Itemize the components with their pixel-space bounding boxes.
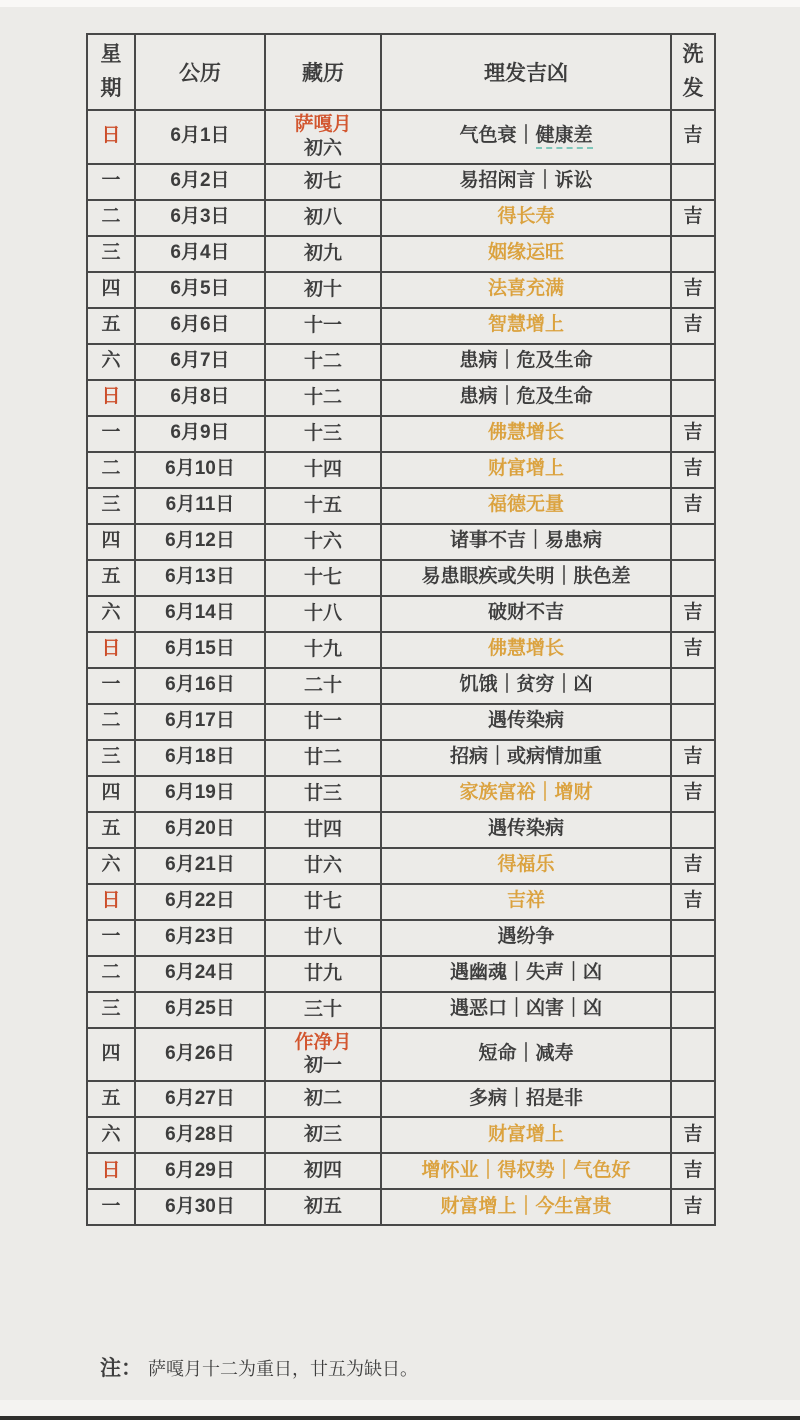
tibetan-month-label: 作净月 <box>294 1031 352 1053</box>
fortune-cell <box>381 416 671 452</box>
weekday-cell: 四 <box>87 524 135 560</box>
tibetan-day-label: 廿七 <box>303 890 342 912</box>
fortune-text: 法喜充满 <box>487 278 564 300</box>
table-row <box>87 488 715 524</box>
wash-cell <box>671 668 715 704</box>
fortune-text: 吉祥 <box>506 890 545 912</box>
tibetan-day-label: 十七 <box>303 566 342 588</box>
tibetan-date-cell <box>265 1117 381 1153</box>
fortune-cell <box>381 1189 671 1225</box>
tibetan-day-label: 十三 <box>303 422 342 444</box>
fortune-text: 佛慧增长 <box>487 422 564 444</box>
weekday-cell: 六 <box>87 344 135 380</box>
table-row <box>87 668 715 704</box>
top-edge-strip <box>0 0 800 7</box>
wash-cell: 吉 <box>671 416 715 452</box>
tibetan-date-cell <box>265 236 381 272</box>
weekday-cell: 日 <box>87 884 135 920</box>
tibetan-day-label: 廿八 <box>303 926 342 948</box>
weekday-cell: 六 <box>87 596 135 632</box>
fortune-text: 遇传染病 <box>487 818 564 840</box>
wash-cell <box>671 164 715 200</box>
tibetan-day-label: 初七 <box>303 170 342 192</box>
table-row <box>87 1028 715 1082</box>
tibetan-day-label: 十一 <box>303 314 342 336</box>
table-row <box>87 1081 715 1117</box>
gregorian-date-cell: 6月17日 <box>135 704 265 740</box>
gregorian-date-cell: 6月20日 <box>135 812 265 848</box>
fortune-text: 遇幽魂｜失声｜凶 <box>449 962 602 984</box>
wash-cell <box>671 236 715 272</box>
fortune-cell <box>381 920 671 956</box>
wash-cell <box>671 704 715 740</box>
col-header-fortune: 理发吉凶 <box>381 34 671 110</box>
tibetan-date-cell <box>265 920 381 956</box>
fortune-cell <box>381 524 671 560</box>
fortune-cell <box>381 1153 671 1189</box>
tibetan-date-cell <box>265 308 381 344</box>
weekday-cell: 五 <box>87 812 135 848</box>
weekday-cell: 三 <box>87 740 135 776</box>
weekday-cell: 五 <box>87 1081 135 1117</box>
gregorian-date-cell: 6月23日 <box>135 920 265 956</box>
wash-cell <box>671 1028 715 1082</box>
table-row <box>87 1153 715 1189</box>
wash-cell: 吉 <box>671 596 715 632</box>
weekday-cell: 六 <box>87 1117 135 1153</box>
col-header-tibetan: 藏历 <box>265 34 381 110</box>
fortune-text: 姻缘运旺 <box>487 242 564 264</box>
tibetan-day-label: 初九 <box>303 242 342 264</box>
fortune-cell <box>381 272 671 308</box>
tibetan-day-label: 初三 <box>303 1124 342 1146</box>
fortune-text: 财富增上 <box>487 1123 564 1145</box>
wash-cell <box>671 380 715 416</box>
fortune-text: 患病｜危及生命 <box>459 350 593 372</box>
tibetan-day-label: 十八 <box>303 602 342 624</box>
fortune-text: 短命｜减寿 <box>478 1042 574 1064</box>
gregorian-date-cell: 6月30日 <box>135 1189 265 1225</box>
weekday-cell: 四 <box>87 1028 135 1082</box>
weekday-cell: 四 <box>87 776 135 812</box>
fortune-cell <box>381 380 671 416</box>
fortune-text: 遇传染病 <box>487 710 564 732</box>
gregorian-date-cell: 6月11日 <box>135 488 265 524</box>
table-row <box>87 848 715 884</box>
tibetan-day-label: 廿二 <box>303 746 342 768</box>
col-header-wash-label: 洗发 <box>682 43 704 100</box>
table-row <box>87 992 715 1028</box>
wash-cell: 吉 <box>671 452 715 488</box>
table-row <box>87 200 715 236</box>
weekday-cell: 一 <box>87 416 135 452</box>
weekday-cell: 日 <box>87 110 135 164</box>
tibetan-date-cell <box>265 776 381 812</box>
table-row <box>87 812 715 848</box>
fortune-text: 增怀业｜得权势｜气色好 <box>421 1159 631 1181</box>
fortune-underlined-text: 健康差 <box>536 125 593 149</box>
wash-cell <box>671 560 715 596</box>
tibetan-day-label: 初八 <box>303 206 342 228</box>
tibetan-date-cell <box>265 1028 381 1082</box>
table-row <box>87 416 715 452</box>
table-row <box>87 704 715 740</box>
fortune-cell <box>381 704 671 740</box>
tibetan-day-label: 三十 <box>303 998 342 1020</box>
fortune-text: 遇纷争 <box>497 926 555 948</box>
gregorian-date-cell: 6月22日 <box>135 884 265 920</box>
gregorian-date-cell: 6月16日 <box>135 668 265 704</box>
tibetan-day-label: 廿三 <box>303 782 342 804</box>
fortune-cell <box>381 956 671 992</box>
fortune-text: 得福乐 <box>497 854 555 876</box>
tibetan-day-label: 十二 <box>303 386 342 408</box>
fortune-text: 得长寿 <box>497 206 555 228</box>
gregorian-date-cell: 6月1日 <box>135 110 265 164</box>
weekday-cell: 四 <box>87 272 135 308</box>
fortune-text: 易患眼疾或失明｜肤色差 <box>421 566 631 588</box>
tibetan-date-cell <box>265 1153 381 1189</box>
fortune-cell <box>381 776 671 812</box>
table-row <box>87 1117 715 1153</box>
weekday-cell: 一 <box>87 1189 135 1225</box>
gregorian-date-cell: 6月19日 <box>135 776 265 812</box>
tibetan-day-label: 廿六 <box>303 854 342 876</box>
tibetan-date-cell <box>265 632 381 668</box>
fortune-text: 招病｜或病情加重 <box>449 746 602 768</box>
wash-cell: 吉 <box>671 632 715 668</box>
wash-cell <box>671 344 715 380</box>
tibetan-day-label: 十二 <box>303 350 342 372</box>
weekday-cell: 三 <box>87 992 135 1028</box>
gregorian-date-cell: 6月7日 <box>135 344 265 380</box>
gregorian-date-cell: 6月10日 <box>135 452 265 488</box>
tibetan-date-cell <box>265 524 381 560</box>
wash-cell <box>671 956 715 992</box>
tibetan-date-cell <box>265 164 381 200</box>
tibetan-day-label: 廿一 <box>303 710 342 732</box>
tibetan-day-label: 初二 <box>303 1088 342 1110</box>
tibetan-date-cell <box>265 380 381 416</box>
table-row <box>87 740 715 776</box>
fortune-cell <box>381 236 671 272</box>
bottom-edge-strip <box>0 1400 800 1416</box>
fortune-cell <box>381 668 671 704</box>
wash-cell: 吉 <box>671 1117 715 1153</box>
wash-cell: 吉 <box>671 848 715 884</box>
fortune-cell <box>381 596 671 632</box>
gregorian-date-cell: 6月5日 <box>135 272 265 308</box>
tibetan-date-cell <box>265 668 381 704</box>
tibetan-day-label: 初一 <box>303 1055 342 1077</box>
fortune-text: 家族富裕｜增财 <box>459 782 593 804</box>
table-row <box>87 272 715 308</box>
gregorian-date-cell: 6月27日 <box>135 1081 265 1117</box>
gregorian-date-cell: 6月21日 <box>135 848 265 884</box>
table-row <box>87 344 715 380</box>
fortune-cell <box>381 200 671 236</box>
table-row <box>87 236 715 272</box>
tibetan-date-cell <box>265 1081 381 1117</box>
table-row <box>87 560 715 596</box>
fortune-text: 福德无量 <box>487 494 564 516</box>
weekday-cell: 五 <box>87 560 135 596</box>
wash-cell: 吉 <box>671 110 715 164</box>
tibetan-day-label: 二十 <box>303 674 342 696</box>
fortune-cell <box>381 560 671 596</box>
fortune-text: 遇恶口｜凶害｜凶 <box>449 998 602 1020</box>
gregorian-date-cell: 6月6日 <box>135 308 265 344</box>
fortune-text: 饥饿｜贫穷｜凶 <box>459 674 593 696</box>
weekday-cell: 日 <box>87 632 135 668</box>
wash-cell <box>671 524 715 560</box>
header-row <box>87 34 715 110</box>
tibetan-date-cell <box>265 452 381 488</box>
table-row <box>87 380 715 416</box>
fortune-cell <box>381 344 671 380</box>
fortune-text: 财富增上 <box>487 458 564 480</box>
tibetan-day-label: 廿四 <box>303 818 342 840</box>
tibetan-date-cell <box>265 488 381 524</box>
tibetan-day-label: 初四 <box>303 1160 342 1182</box>
weekday-cell: 日 <box>87 1153 135 1189</box>
fortune-cell <box>381 1117 671 1153</box>
gregorian-date-cell: 6月26日 <box>135 1028 265 1082</box>
fortune-cell <box>381 740 671 776</box>
tibetan-day-label: 初六 <box>303 137 342 159</box>
wash-cell: 吉 <box>671 1153 715 1189</box>
wash-cell: 吉 <box>671 488 715 524</box>
wash-cell: 吉 <box>671 740 715 776</box>
footnote <box>100 1352 418 1382</box>
table-row <box>87 524 715 560</box>
tibetan-day-label: 十四 <box>303 458 342 480</box>
tibetan-day-label: 十五 <box>303 494 342 516</box>
weekday-cell: 日 <box>87 380 135 416</box>
tibetan-date-cell <box>265 848 381 884</box>
tibetan-month-label: 萨嘎月 <box>294 114 352 135</box>
weekday-cell: 五 <box>87 308 135 344</box>
weekday-cell: 二 <box>87 704 135 740</box>
table-row <box>87 596 715 632</box>
fortune-cell <box>381 884 671 920</box>
gregorian-date-cell: 6月28日 <box>135 1117 265 1153</box>
wash-cell <box>671 812 715 848</box>
gregorian-date-cell: 6月15日 <box>135 632 265 668</box>
wash-cell: 吉 <box>671 884 715 920</box>
fortune-text: 易招闲言｜诉讼 <box>459 170 593 192</box>
gregorian-date-cell: 6月29日 <box>135 1153 265 1189</box>
tibetan-date-cell <box>265 992 381 1028</box>
tibetan-date-cell <box>265 884 381 920</box>
gregorian-date-cell: 6月9日 <box>135 416 265 452</box>
fortune-text: 智慧增上 <box>487 314 564 336</box>
tibetan-date-cell <box>265 344 381 380</box>
gregorian-date-cell: 6月14日 <box>135 596 265 632</box>
gregorian-date-cell: 6月2日 <box>135 164 265 200</box>
fortune-cell <box>381 848 671 884</box>
table-row <box>87 776 715 812</box>
weekday-cell: 二 <box>87 956 135 992</box>
fortune-cell <box>381 632 671 668</box>
fortune-text: 诸事不吉｜易患病 <box>449 530 602 552</box>
tibetan-date-cell <box>265 812 381 848</box>
wash-cell: 吉 <box>671 776 715 812</box>
footnote-text: 萨嘎月十二为重日，廿五为缺日。 <box>148 1359 418 1379</box>
tibetan-day-label: 十六 <box>303 530 342 552</box>
fortune-text: 佛慧增长 <box>487 638 564 660</box>
tibetan-date-cell <box>265 560 381 596</box>
fortune-text: 财富增上｜今生富贵 <box>440 1195 612 1217</box>
tibetan-date-cell <box>265 110 381 164</box>
gregorian-date-cell: 6月18日 <box>135 740 265 776</box>
fortune-cell <box>381 110 671 164</box>
wash-cell <box>671 992 715 1028</box>
fortune-text: 气色衰｜ <box>459 125 536 147</box>
weekday-cell: 二 <box>87 452 135 488</box>
tibetan-date-cell <box>265 200 381 236</box>
weekday-cell: 三 <box>87 488 135 524</box>
table-row <box>87 956 715 992</box>
fortune-cell <box>381 1028 671 1082</box>
table-row <box>87 884 715 920</box>
weekday-cell: 二 <box>87 200 135 236</box>
haircut-calendar-table <box>86 33 716 1226</box>
weekday-cell: 六 <box>87 848 135 884</box>
fortune-cell <box>381 992 671 1028</box>
wash-cell <box>671 920 715 956</box>
fortune-cell <box>381 164 671 200</box>
tibetan-date-cell <box>265 740 381 776</box>
wash-cell: 吉 <box>671 272 715 308</box>
bottom-bar <box>0 1416 800 1420</box>
gregorian-date-cell: 6月25日 <box>135 992 265 1028</box>
table-row <box>87 164 715 200</box>
fortune-text: 多病｜招是非 <box>468 1087 583 1109</box>
wash-cell: 吉 <box>671 1189 715 1225</box>
gregorian-date-cell: 6月12日 <box>135 524 265 560</box>
tibetan-day-label: 十九 <box>303 638 342 660</box>
col-header-wash <box>671 34 715 110</box>
col-header-gregorian: 公历 <box>135 34 265 110</box>
wash-cell: 吉 <box>671 200 715 236</box>
gregorian-date-cell: 6月3日 <box>135 200 265 236</box>
tibetan-date-cell <box>265 416 381 452</box>
table-row <box>87 308 715 344</box>
weekday-cell: 一 <box>87 920 135 956</box>
table-row <box>87 1189 715 1225</box>
tibetan-date-cell <box>265 1189 381 1225</box>
weekday-cell: 一 <box>87 164 135 200</box>
gregorian-date-cell: 6月24日 <box>135 956 265 992</box>
tibetan-day-label: 廿九 <box>303 962 342 984</box>
tibetan-day-label: 初十 <box>303 278 342 300</box>
gregorian-date-cell: 6月8日 <box>135 380 265 416</box>
fortune-cell <box>381 1081 671 1117</box>
wash-cell <box>671 1081 715 1117</box>
fortune-cell <box>381 812 671 848</box>
table-row <box>87 920 715 956</box>
tibetan-date-cell <box>265 596 381 632</box>
table-row <box>87 452 715 488</box>
fortune-text: 患病｜危及生命 <box>459 386 593 408</box>
fortune-cell <box>381 308 671 344</box>
tibetan-date-cell <box>265 272 381 308</box>
tibetan-day-label: 初五 <box>303 1196 342 1218</box>
col-header-weekday <box>87 34 135 110</box>
fortune-text: 破财不吉 <box>487 602 564 624</box>
wash-cell: 吉 <box>671 308 715 344</box>
tibetan-date-cell <box>265 704 381 740</box>
fortune-cell <box>381 488 671 524</box>
footnote-label: 注： <box>100 1357 142 1380</box>
gregorian-date-cell: 6月13日 <box>135 560 265 596</box>
weekday-cell: 一 <box>87 668 135 704</box>
tibetan-date-cell <box>265 956 381 992</box>
fortune-cell <box>381 452 671 488</box>
col-header-weekday-label: 星期 <box>100 43 122 100</box>
table-row <box>87 632 715 668</box>
table-row <box>87 110 715 164</box>
gregorian-date-cell: 6月4日 <box>135 236 265 272</box>
weekday-cell: 三 <box>87 236 135 272</box>
